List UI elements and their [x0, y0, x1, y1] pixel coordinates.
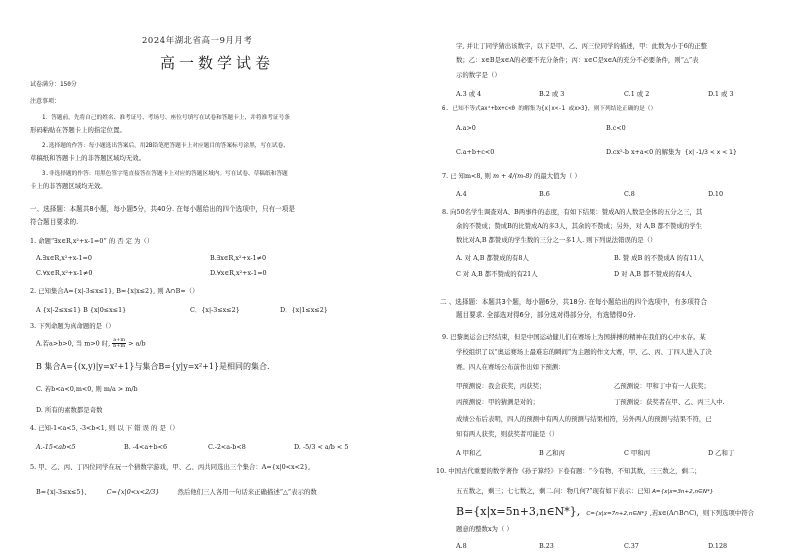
q1-option-a: A.∃x∈R,x²+x-1=0 — [36, 254, 92, 262]
q10-line3-tail: ,若x∈(A∩B∩C)，则下列选项中符合 — [649, 509, 754, 517]
q7-stem-text: 7. 已 知m<8, 则 — [442, 172, 491, 180]
q5-option-b: B.2 或 3 — [539, 90, 565, 98]
section2-line1: 二 、选择题：本题共3个题，每小题6分，共18分. 在每小题给出的四个选项中，有多项符合 — [440, 298, 708, 306]
q2-option-d: D．{x|1≤x≤2} — [280, 306, 328, 314]
q6-option-b: B.c<0 — [606, 124, 626, 132]
notes-title: 注意事项： — [30, 98, 61, 105]
section2-line2: 题目要求. 全部选对得6分，部分选对得部分分，有选错得0分. — [456, 311, 636, 319]
note1-line2: 形码粘贴在答题卡上的指定位置。 — [30, 126, 126, 134]
q5-line2 — [36, 488, 317, 496]
q10-option-b: B.23 — [539, 542, 554, 550]
q10-set-c: C={x|x=7n+2,n∈N*} — [586, 511, 648, 517]
q5-set-b: B={x|-3≤x≤5}, — [36, 488, 87, 496]
exam-score: 试卷满分：150分 — [30, 81, 77, 88]
q10-line2 — [456, 487, 713, 496]
q9-option-d: D 乙和丁 — [708, 449, 735, 457]
q3-option-a — [36, 338, 146, 349]
note2-line2: 草稿纸和答题卡上的非答题区域均无效。 — [30, 154, 146, 162]
q5-cont-line3: 示的数字是（） — [456, 71, 501, 79]
q6-option-c: C.a+b+c<0 — [456, 148, 495, 156]
q8-option-c: C 对 A,B 都不赞成的有21人 — [456, 270, 538, 278]
q4-option-d-expr: -5/3 < a/b < 5 — [302, 443, 349, 451]
q7-option-b: B.6 — [539, 190, 550, 198]
q10-line1: 10. 中国古代重要的数学著作《孙子算经》下卷有题：“今有物，不知其数，三三数之，剩二； — [436, 467, 701, 475]
q10-line3 — [456, 505, 754, 519]
q4-option-c: C.-2<a-b<8 — [208, 443, 246, 451]
q3-option-a-text: A.若a>b>0, 当 m>0 时, — [36, 339, 111, 348]
exam-header: 2024年湖北省高一9月月考 — [142, 35, 253, 45]
q3-option-a-numerator: a+m — [113, 337, 126, 343]
q10-option-d: D.128 — [708, 542, 728, 550]
note3-line1: 3.非选择题的作答：用黑色签字笔直接答在答题卡上对应的答题区域内。写在试卷、草稿纸和答题 — [42, 171, 288, 177]
q3-option-d: D. 所有的素数都是奇数 — [36, 406, 103, 414]
q9-prediction-1: 甲预测说：我会获奖，丙获奖； — [456, 382, 546, 390]
q6-option-d-text: D.cx²-b x+a<0 的解集为 — [606, 148, 681, 156]
q5-option-d: D.1 或 3 — [708, 90, 734, 98]
q4-option-d — [294, 443, 348, 451]
q9-option-c: C 甲和丙 — [624, 449, 651, 457]
q3-option-c — [36, 385, 138, 393]
q6-option-d — [606, 148, 737, 157]
q7-stem — [442, 172, 581, 180]
q2-option-ab: A {x|-2≤x≤1} B {x|0≤x≤1} — [36, 306, 127, 314]
q9-option-a: A 甲和乙 — [456, 449, 482, 457]
q3-option-c-text: C. 若b<a<0,m<0, 则 — [36, 385, 102, 393]
q1-option-b: B.∃x∈R,x²+x-1≠0 — [210, 254, 267, 262]
q3-option-c-fractions: m/a > m/b — [103, 385, 138, 393]
q7-option-a: A.4 — [456, 190, 467, 198]
q9-option-b: B 乙和丙 — [539, 449, 565, 457]
q5-cont-line2: 数；乙：x∈B是x∈A的必要不充分条件；丙：x∈C是x∈A的充分不必要条件，则“△”表 — [456, 56, 699, 64]
page-title: 高一数学试卷 — [160, 54, 275, 72]
q8-option-b: B. 赞 成B 的不赞成A 的有11人 — [614, 254, 704, 262]
q2-stem: 2. 已知集合A={x|-3≤x≤1}, B={x|x≤2}, 则 A∩B=（） — [30, 287, 199, 295]
q8-line3: 数比对A,B 都赞成的学生数的三分之一多1人. 则下列说法错误的是（） — [456, 236, 657, 244]
q7-stem-tail: 的最大值为（ ） — [533, 172, 581, 180]
section1-line2: 符合题目要求的. — [30, 218, 79, 226]
note3-line2: 卡上的非答题区域均无效。 — [30, 182, 107, 190]
q9-prediction-2: 乙预测说：甲和丁中有一人获奖； — [614, 382, 710, 390]
right-column — [436, 0, 780, 560]
q7-expression: m + 4/(m-8) — [492, 172, 532, 180]
q9-line2: 学校组织了以“奥运赛场上最难忘的瞬间”为主题的作文大赛，甲、乙、丙、丁四人进入了决 — [456, 348, 712, 356]
q4-stem: 4. 已知-1<a<5, -3<b<1, 则 以 下 错 误 的 是（） — [30, 424, 179, 432]
q10-line4: 题意的整数x为（ ） — [456, 525, 513, 533]
q9-line1: 9. 巴黎奥运会已经结束，但是中国运动健儿们在赛场上为国拼搏的精神在我们的心中永存。某 — [442, 333, 706, 341]
q3-option-a-fraction — [112, 338, 126, 349]
q5-line1: 5. 甲、乙、丙、丁四位同学在玩一个猜数字游戏，甲、乙、丙共同选出三个集合：A={x|0<x<2}, — [30, 463, 311, 471]
q7-option-d: D.10 — [708, 190, 724, 198]
q1-stem: 1. 命题“∃x∈R,x²+x-1=0” 的 否 定 为（） — [30, 237, 154, 245]
q9-prediction-3: 丙预测说：甲的猜测是对的； — [456, 398, 540, 406]
q8-line1: 8. 向50名学生调查对A、B两事件的态度，有如下结果：赞成A的人数是全体的五分之三，其 — [442, 208, 703, 216]
q10-option-a: A.8 — [456, 542, 467, 550]
q5-line2-tail: 然后他们三人各用一句话来正确描述“△”表示的数 — [177, 488, 317, 496]
q2-option-c: C．{x|-3≤x≤2} — [190, 306, 240, 314]
q9-line3: 赛。四人在赛场公布前作出如下预测： — [456, 363, 565, 371]
q10-set-a: A={x|x=3n+2,n∈N*} — [652, 489, 714, 495]
q8-option-d: D 对 A,B 都不赞成的有4人 — [614, 270, 692, 278]
note2-line1: 2.选择题的作答：每小题选出答案后，用2B铅笔把答题卡上对应题目的答案标号涂黑，写在试卷、 — [42, 143, 289, 149]
q6-option-a: A.a>0 — [456, 124, 476, 132]
q5-option-a: A.3 或 4 — [456, 90, 482, 98]
q9-line4: 成绩公布后表明，四人的预测中有两人的预测与结果相符，另外两人的预测与结果不符，已 — [456, 415, 712, 423]
q6-option-d-set: {x| -1/3 < x < 1} — [684, 149, 737, 156]
q5-set-c: C={x|0<x<2/3} — [106, 488, 160, 496]
q3-stem: 3. 下列命题为真命题的是（） — [30, 322, 115, 330]
q5-option-c: C.1 或 2 — [624, 90, 650, 98]
q7-option-c: C.8 — [624, 190, 635, 198]
q4-option-d-label: D. — [294, 443, 301, 451]
q5-cont-line1: 字, 并让丁同学猜出该数字，以下是甲、乙、丙三位同学的描述，甲：此数为小于6的正整 — [456, 42, 707, 50]
q10-option-c: C.37 — [624, 542, 639, 550]
note1-line1: 1．答题前，先将自己的姓名、准考证号、考场号、座位号填写在试卷和答题卡上，并将准考证号条 — [42, 115, 290, 121]
left-column — [30, 0, 398, 560]
q3-option-a-rhs: > a/b — [128, 339, 146, 348]
q4-option-b: B. -4<a+b<6 — [124, 443, 168, 451]
q9-line5: 知有两人获奖，则获奖者可能是（） — [456, 430, 559, 438]
q3-option-a-denominator: b+m — [113, 343, 126, 349]
q4-option-a: A.-15<ab<5 — [36, 443, 76, 451]
q1-option-d: D.∀x∈R,x²+x-1=0 — [210, 269, 267, 277]
q10-line2-text: 五五数之，剩三；七七数之，剩二.问：物几何?”现有如下表示：已知 — [456, 487, 651, 495]
q3-option-b: B 集合A={(x,y)|y=x²+1}与集合B={y|y=x²+1}是相同的集合. — [36, 362, 270, 371]
q8-line2: 余的不赞成；赞成B的比赞成A的多3人，其余的不赞成；另外，对 A,B 都不赞成的学生 — [456, 222, 703, 230]
q1-option-c: C.∀x∈R,x²+x-1≠0 — [36, 269, 93, 277]
q9-prediction-4: 丁预测说：获奖者在甲、乙、丙三人中. — [614, 398, 725, 406]
section1-line1: 一、选择题：本题共8小题，每小题5分，共40分. 在每小题给出的四个选项中，只有一项是 — [30, 205, 295, 213]
q6-stem: 6. 已知不等式ax²+bx+c<0 的解集为{x|x<-1 或x>3}，则下列结论正确的是（） — [442, 106, 657, 112]
q8-option-a: A. 对 A,B 都赞成的有8人 — [456, 254, 529, 262]
q10-set-b: B={x|x=5n+3,n∈N*}, — [456, 505, 581, 518]
